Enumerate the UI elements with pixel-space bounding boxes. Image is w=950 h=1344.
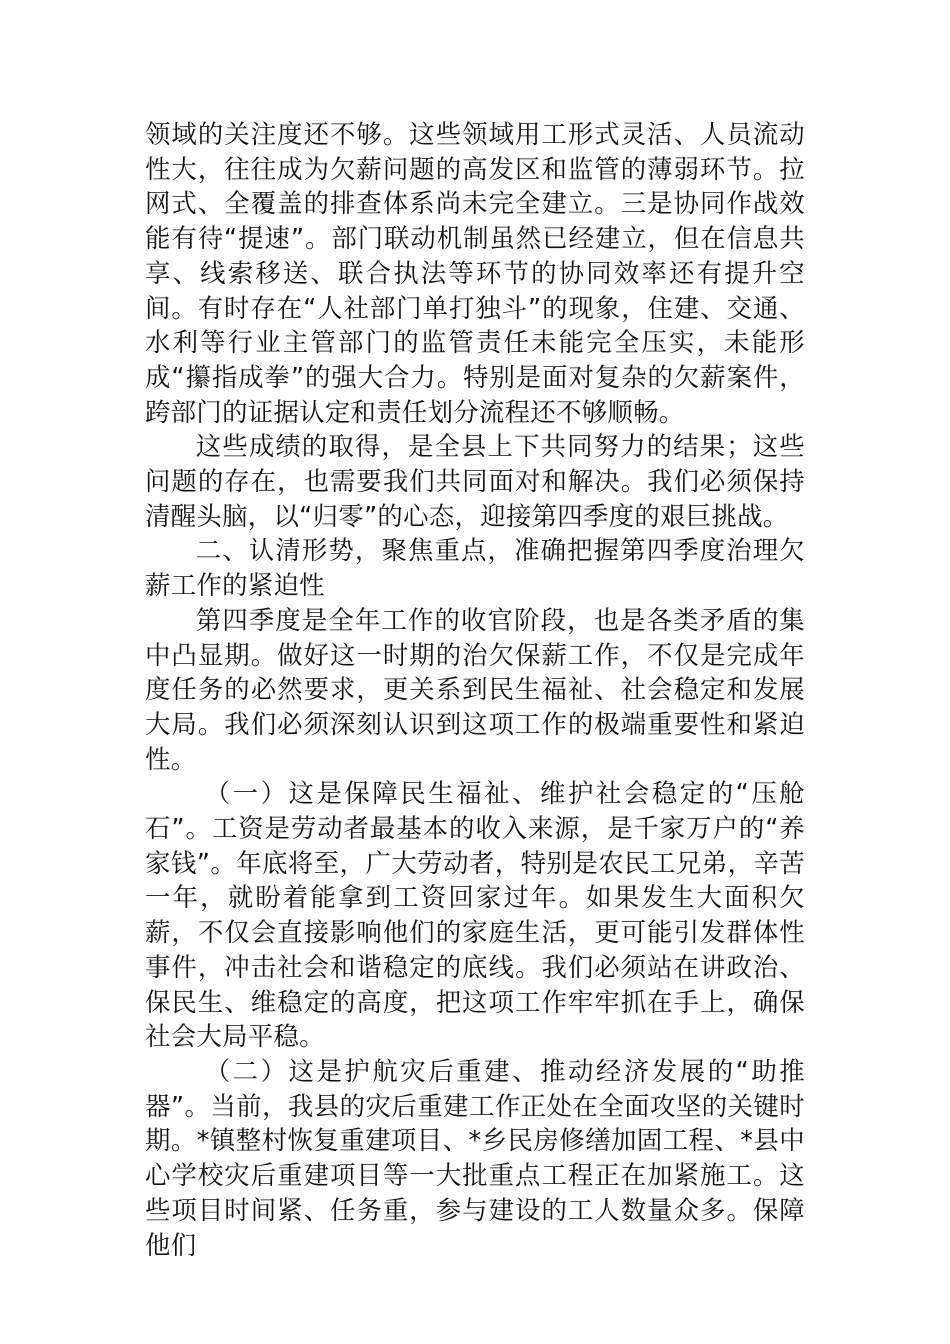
paragraph-summary: 这些成绩的取得，是全县上下共同努力的结果；这些问题的存在，也需要我们共同面对和解决。我们必须保持清醒头脑，以“归零”的心态，迎接第四季度的艰巨挑战。 xyxy=(145,431,805,531)
paragraph-collaboration-issues: 领域的关注度还不够。这些领域用工形式灵活、人员流动性大，往往成为欠薪问题的高发区和监管的薄弱环节。拉网式、全覆盖的排查体系尚未完全建立。三是协同作战效能有待“提速”。部门联动机制虽然已经建立，但在信息共享、线索移送、联合执法等环节的协同效率还有提升空间。有时存在“人社部门单打独斗”的现象，住建、交通、水利等行业主管部门的监管责任未能完全压实，未能形成“攥指成拳”的强大合力。特别是面对复杂的欠薪案件，跨部门的证据认定和责任划分流程还不够顺畅。 xyxy=(145,119,805,427)
section-heading-two: 二、认清形势，聚焦重点，准确把握第四季度治理欠薪工作的紧迫性 xyxy=(145,535,805,601)
subsection-two: （二）这是护航灾后重建、推动经济发展的“助推器”。当前，我县的灾后重建工作正处在全面攻坚的关键时期。*镇整村恢复重建项目、*乡民房修缮加固工程、*县中心学校灾后重建项目等一大批重点工程正在加紧施工。这些项目时间紧、任务重，参与建设的工人数量众多。保障他们 xyxy=(145,1055,805,1260)
document-body xyxy=(145,117,805,1262)
paragraph-fourth-quarter: 第四季度是全年工作的收官阶段，也是各类矛盾的集中凸显期。做好这一时期的治欠保薪工作，不仅是完成年度任务的必然要求，更关系到民生福祉、社会稳定和发展大局。我们必须深刻认识到这项工作的极端重要性和紧迫性。 xyxy=(145,604,805,774)
subsection-one: （一）这是保障民生福祉、维护社会稳定的“压舱石”。工资是劳动者最基本的收入来源，是千家万户的“养家钱”。年底将至，广大劳动者，特别是农民工兄弟，辛苦一年，就盼着能拿到工资回家过年。如果发生大面积欠薪，不仅会直接影响他们的家庭生活，更可能引发群体性事件，冲击社会和谐稳定的底线。我们必须站在讲政治、保民生、维稳定的高度，把这项工作牢牢抓在手上，确保社会大局平稳。 xyxy=(145,778,805,1052)
